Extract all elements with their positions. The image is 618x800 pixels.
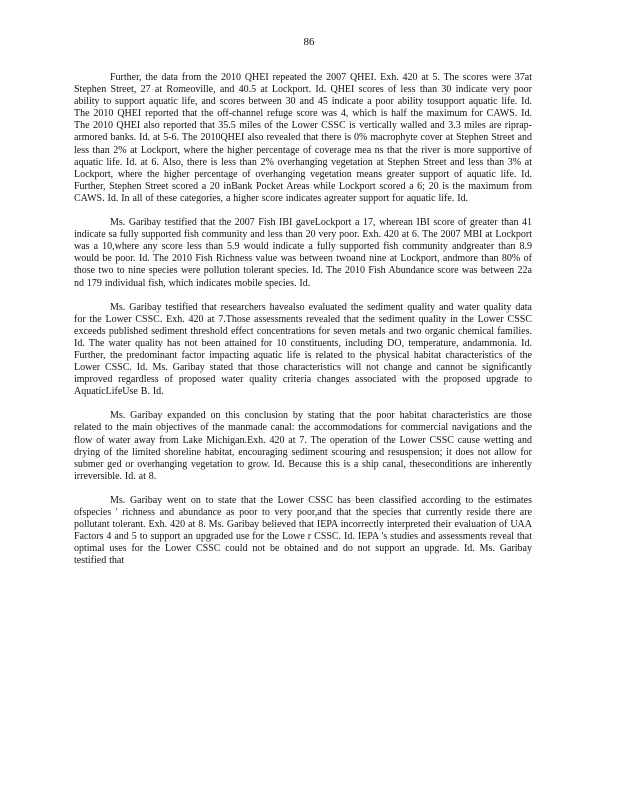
document-body	[74, 72, 532, 567]
paragraph-habitat-characteristics: Ms. Garibay expanded on this conclusion by stating that the poor habitat characteristics are those related to the main objectives of the manmade canal: the accommodations for commercial navigations and the flow of water away from Lake Michigan.Exh. 420 at 7. The operation of the Lower CSSC cause wetting and drying of the limited shoreline habitat, encouraging sediment scouring and resuspension; it does not allow for submer ged or overhanging vegetation to grow. Id. Because this is a ship canal, theseconditions are inherently irreversible. Id. at 8.	[74, 410, 532, 482]
page-number: 86	[303, 36, 315, 48]
paragraph-fish-ibi: Ms. Garibay testified that the 2007 Fish IBI gaveLockport a 17, wherean IBI score of greater than 41 indicate sa fully supported fish community and less than 20 very poor. Exh. 420 at 6. The 2007 MBI at Lockport was a 10,where any score less than 5.9 would indicate a fully supported fish community andgreater than 8.9 would be poor. Id. The 2010 Fish Richness value was between twoand nine at Lockport, andmore than 80% of those two to nine species were pollution tolerant species. Id. The 2010 Fish Abundance score was between 22a nd 179 individual fish, which indicates mobile species. Id.	[74, 217, 533, 289]
paragraph-qhei-2010: Further, the data from the 2010 QHEI repeated the 2007 QHEI. Exh. 420 at 5. The scores were 37at Stephen Street, 27 at Romeoville, and 40.5 at Lockport. Id. QHEI scores of less than 30 indicate very poor ability to support aquatic life, and scores between 30 and 45 indicate a poor ability tosupport aquatic life. Id. The 2010 QHEI reported that the off-channel refuge score was 4, which is half the maximum for CAWS. Id. The 2010 QHEI also reported that 35.5 miles of the Lower CSSC is vertically walled and 3.3 miles are riprap-armored banks. Id. at 5-6. The 2010QHEI also revealed that there is 0% macrophyte cover at Stephen Street and less than 2% at Lockport, where the higher percentage of coverage mea ns that the river is more supportive of aquatic life. Id. at 6. Also, there is less than 2% overhanging vegetation at Stephen Street and less than 3% at Lockport, where the higher percentage of overhanging vegetation means greater support of aquatic life. Id. Further, Stephen Street scored a 20 inBank Pocket Areas while Lockport scored a 6; 20 is the maximum from CAWS. Id. In all of these categories, a higher score indicates agreater support for aquatic life. Id.	[74, 72, 532, 204]
paragraph-sediment-quality: Ms. Garibay testified that researchers havealso evaluated the sediment quality and water quality data for the Lower CSSC. Exh. 420 at 7.Those assessments revealed that the sediment quality in the Lower CSSC exceeds published sediment threshold effect concentrations for seven metals and two organic chemical families. Id. The water quality has not been attained for 10 constituents, including DO, temperature, andammonia. Id. Further, the predominant factor impacting aquatic life is related to the physical habitat characteristics of the Lower CSSC. Id. Ms. Garibay stated that those characteristics will not change and cannot be significantly improved regardless of proposed water quality criteria changes associated with the proposed upgrade to AquaticLifeUse B. Id.	[74, 301, 532, 398]
paragraph-species-classification: Ms. Garibay went on to state that the Lower CSSC has been classified according to the estimates ofspecies ' richness and abundance as poor to very poor,and that the species that currently reside there are pollutant tolerant. Exh. 420 at 8. Ms. Garibay believed that IEPA incorrectly interpreted their evaluation of UAA Factors 4 and 5 to support an upgraded use for the Lowe r CSSC. Id. IEPA 's studies and assessments reveal that optimal uses for the Lower CSSC could not be obtained and do not support an upgrade. Id. Ms. Garibay testified that	[74, 494, 532, 567]
